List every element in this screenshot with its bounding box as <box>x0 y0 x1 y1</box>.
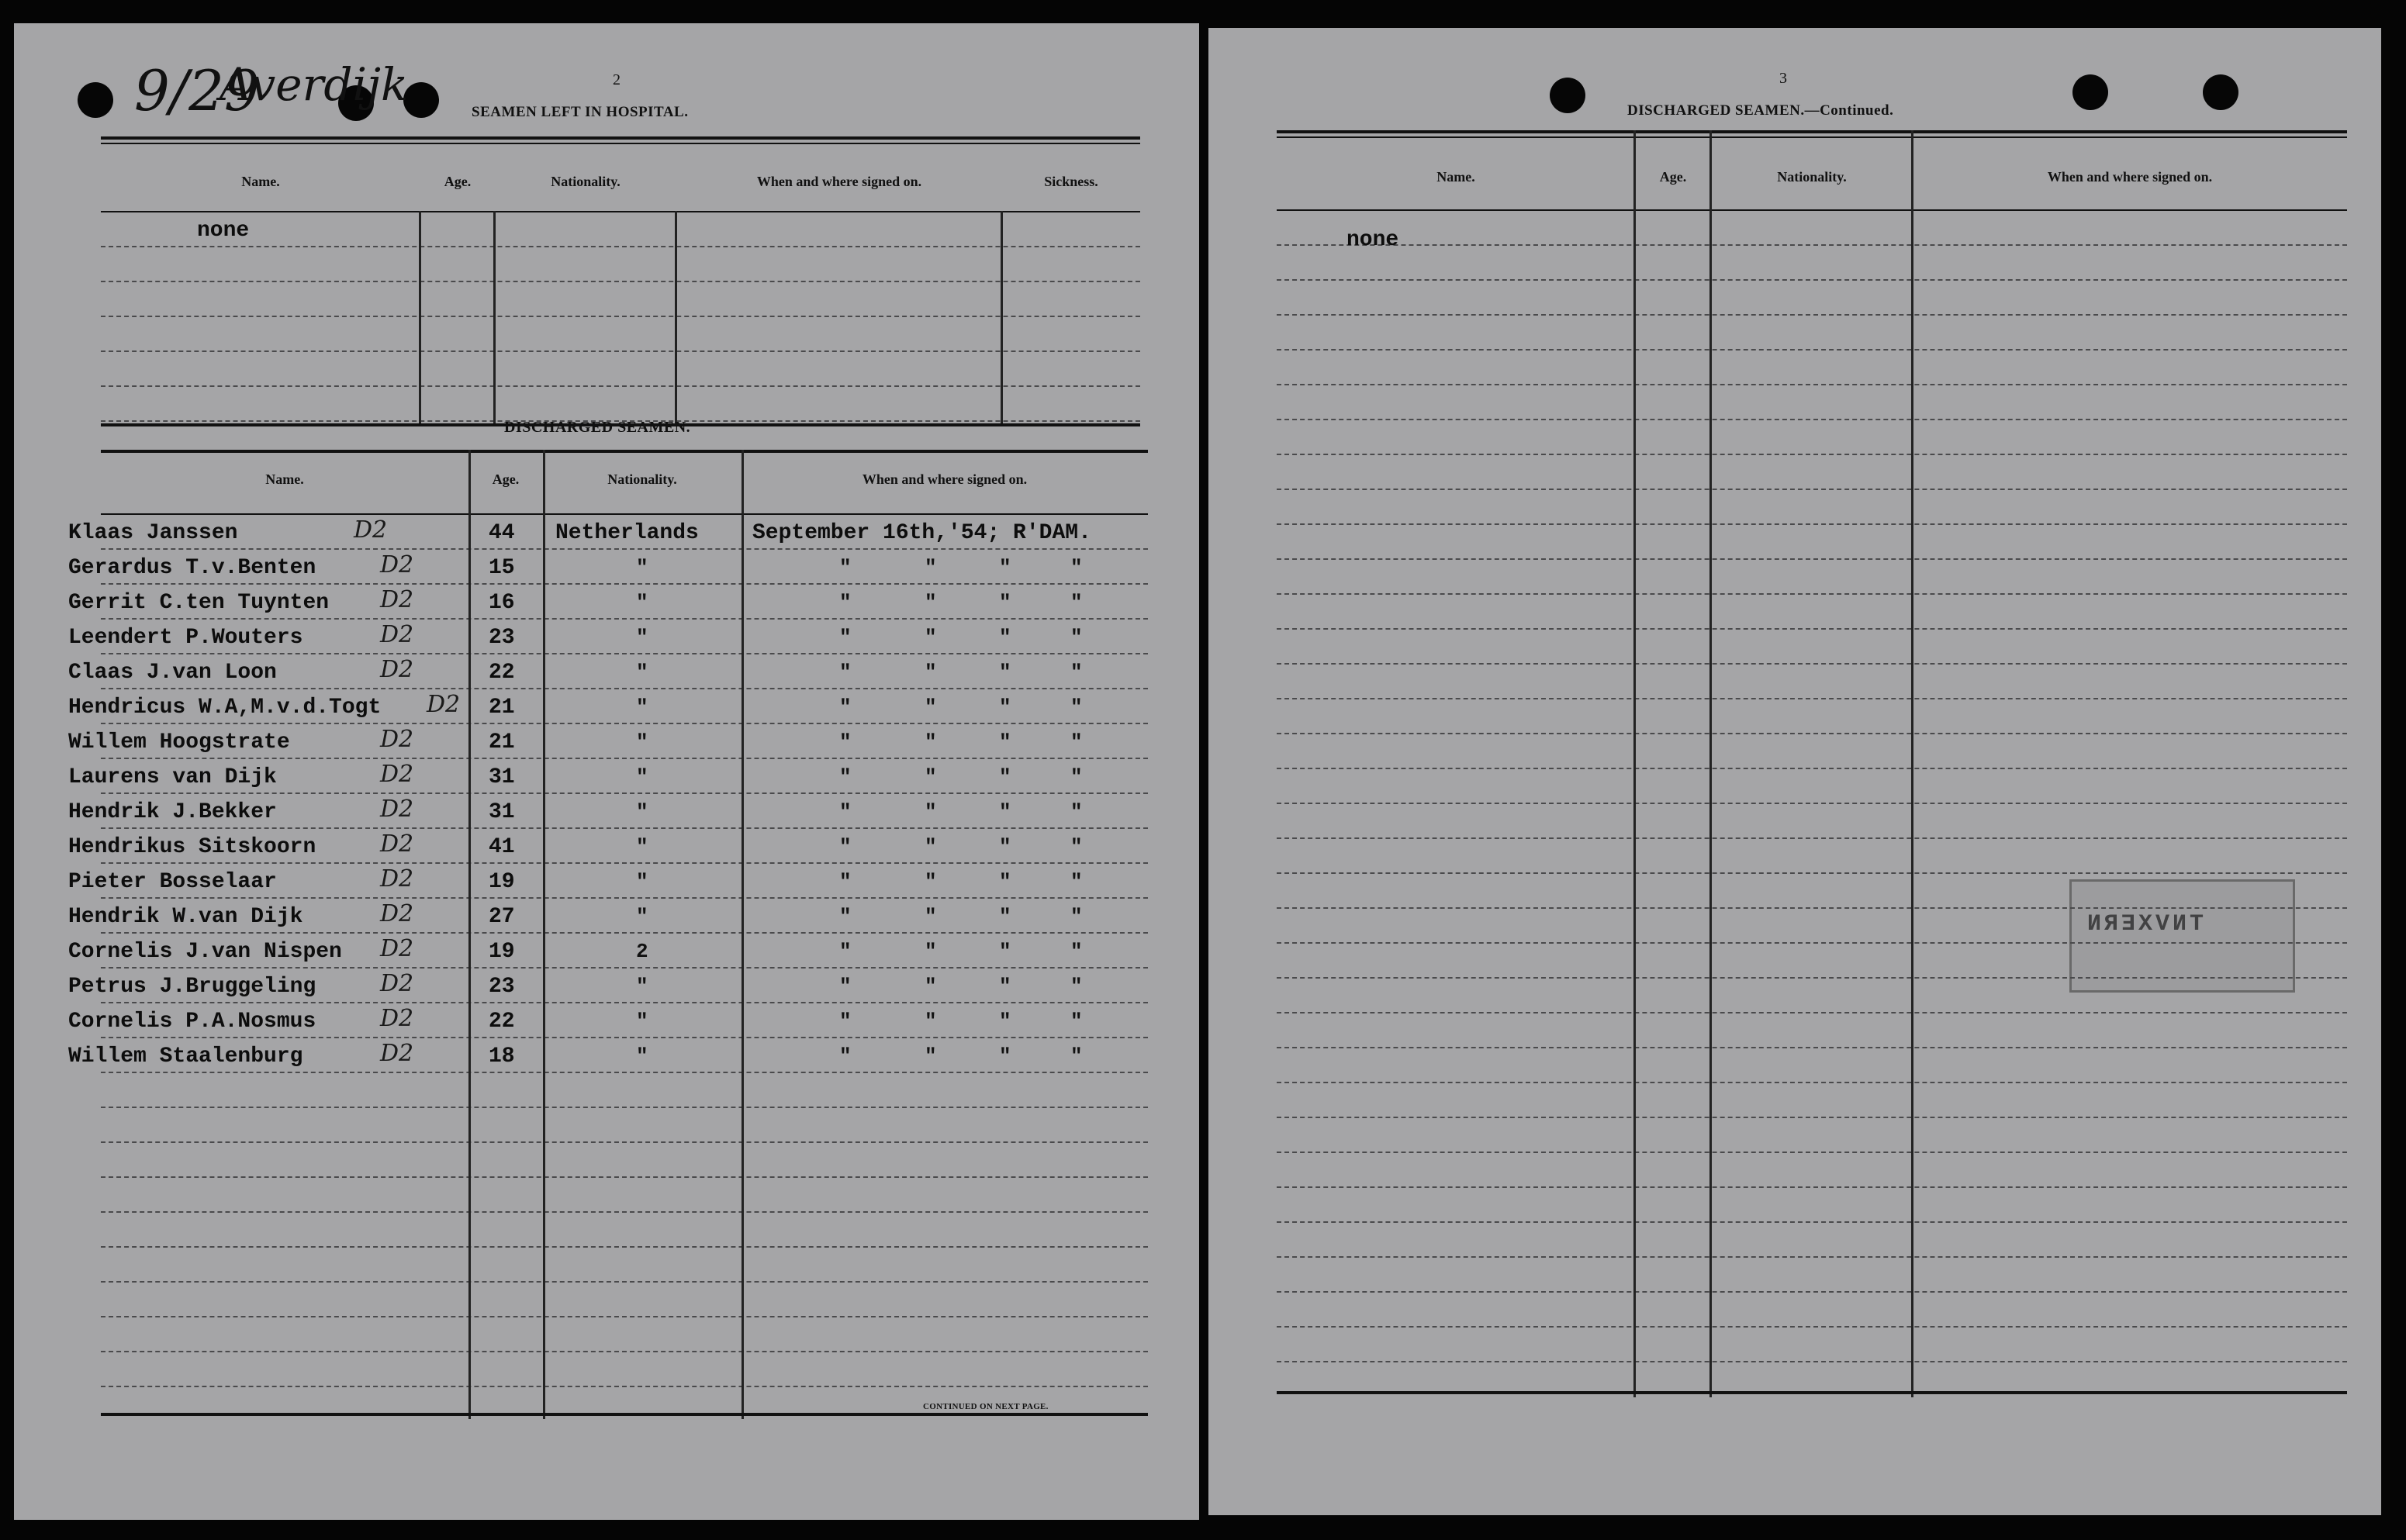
table-row <box>68 585 1148 620</box>
seaman-nationality: Netherlands <box>555 521 699 545</box>
empty-row <box>1277 839 2347 874</box>
seaman-nationality: " <box>636 835 648 858</box>
empty-row <box>1277 1083 2347 1118</box>
seaman-signed-on: " <box>999 975 1011 998</box>
seaman-nationality: " <box>636 1010 648 1033</box>
table-row <box>68 689 1148 724</box>
continued-entry: none <box>1346 228 1399 252</box>
seaman-age: 31 <box>489 800 515 824</box>
empty-row <box>1277 1328 2347 1362</box>
seaman-signed-on: " <box>1070 591 1083 614</box>
seaman-signed-on: " <box>839 905 852 928</box>
seaman-signed-on: " <box>925 1010 937 1033</box>
col-header-age: Age. <box>444 174 472 189</box>
seaman-name: Cornelis J.van Nispen <box>68 940 342 964</box>
seaman-signed-on: " <box>839 1045 852 1068</box>
seaman-signed-on: " <box>839 870 852 893</box>
punch-hole <box>1550 78 1585 113</box>
empty-row <box>1277 1188 2347 1223</box>
empty-row <box>1277 734 2347 769</box>
seaman-signed-on: " <box>839 696 852 719</box>
seaman-signed-on: " <box>1070 905 1083 928</box>
col-header-name: Name. <box>241 174 280 189</box>
seaman-age: 31 <box>489 765 515 789</box>
seaman-name: Leendert P.Wouters <box>68 626 303 650</box>
punch-hole <box>78 82 113 118</box>
discharge-mark: D2 <box>380 1005 414 1032</box>
discharge-mark: D2 <box>380 761 414 788</box>
discharge-mark: D2 <box>380 621 414 648</box>
empty-row <box>1277 211 2347 246</box>
empty-row <box>1277 455 2347 490</box>
seaman-name: Hendrik W.van Dijk <box>68 905 303 929</box>
seaman-signed-on: " <box>1070 940 1083 963</box>
seaman-signed-on: " <box>1070 1010 1083 1033</box>
seaman-signed-on: " <box>999 591 1011 614</box>
seaman-name: Cornelis P.A.Nosmus <box>68 1010 316 1034</box>
seaman-signed-on: " <box>925 591 937 614</box>
seaman-age: 18 <box>489 1045 515 1069</box>
empty-row <box>1277 1153 2347 1188</box>
seaman-age: 44 <box>489 521 515 545</box>
empty-row <box>1277 1013 2347 1048</box>
seaman-signed-on: " <box>839 661 852 684</box>
seaman-age: 41 <box>489 835 515 859</box>
seaman-age: 22 <box>489 661 515 685</box>
seaman-signed-on: " <box>839 591 852 614</box>
empty-row <box>1277 420 2347 455</box>
seaman-signed-on: " <box>1070 626 1083 649</box>
table-row <box>68 724 1148 759</box>
empty-row <box>1277 281 2347 316</box>
seaman-signed-on: " <box>925 975 937 998</box>
seaman-signed-on: " <box>999 870 1011 893</box>
seaman-age: 16 <box>489 591 515 615</box>
seaman-signed-on: " <box>999 1045 1011 1068</box>
seaman-signed-on: " <box>999 696 1011 719</box>
seaman-signed-on: " <box>999 905 1011 928</box>
seaman-signed-on: " <box>925 870 937 893</box>
seaman-signed-on: " <box>839 626 852 649</box>
table-row <box>68 1038 1148 1073</box>
seaman-name: Laurens van Dijk <box>68 765 277 789</box>
col-header-nationality: Nationality. <box>607 471 677 487</box>
seaman-signed-on: " <box>839 730 852 754</box>
empty-row <box>1277 1048 2347 1083</box>
seaman-name: Willem Staalenburg <box>68 1045 303 1069</box>
seaman-signed-on: " <box>999 765 1011 789</box>
table-row <box>68 654 1148 689</box>
col-header-signed-on: When and where signed on. <box>2047 169 2213 185</box>
table-row <box>68 829 1148 864</box>
col-header-age: Age. <box>1659 169 1687 185</box>
seaman-nationality: " <box>636 870 648 893</box>
seaman-nationality: " <box>636 661 648 684</box>
table-row <box>68 864 1148 899</box>
seaman-signed-on: " <box>1070 835 1083 858</box>
empty-row <box>1277 979 2347 1013</box>
empty-row <box>1277 560 2347 595</box>
empty-row <box>1277 1118 2347 1153</box>
discharge-mark: D2 <box>380 900 414 927</box>
seaman-signed-on: " <box>1070 556 1083 579</box>
seaman-nationality: " <box>636 905 648 928</box>
empty-row <box>1277 246 2347 281</box>
continued-note: CONTINUED ON NEXT PAGE. <box>923 1402 1049 1411</box>
table-row <box>68 759 1148 794</box>
empty-row <box>101 1317 1148 1352</box>
seaman-nationality: " <box>636 556 648 579</box>
seaman-age: 27 <box>489 905 515 929</box>
seaman-signed-on: " <box>925 661 937 684</box>
seaman-name: Hendrik J.Bekker <box>68 800 277 824</box>
seaman-name: Claas J.van Loon <box>68 661 277 685</box>
empty-row <box>1277 1223 2347 1258</box>
seaman-signed-on: " <box>925 940 937 963</box>
col-header-name: Name. <box>265 471 304 487</box>
col-header-signed-on: When and where signed on. <box>756 174 922 189</box>
empty-row <box>101 1073 1148 1108</box>
seaman-signed-on: " <box>999 626 1011 649</box>
discharge-mark: D2 <box>380 1040 414 1067</box>
col-header-sickness: Sickness. <box>1044 174 1098 189</box>
seaman-signed-on: " <box>1070 661 1083 684</box>
discharge-mark: D2 <box>380 935 414 962</box>
seaman-signed-on: " <box>999 661 1011 684</box>
seaman-signed-on: " <box>839 940 852 963</box>
seaman-nationality: " <box>636 730 648 754</box>
seaman-nationality: 2 <box>636 940 648 963</box>
seaman-signed-on: " <box>1070 696 1083 719</box>
seaman-signed-on: " <box>999 556 1011 579</box>
seaman-signed-on: " <box>839 835 852 858</box>
empty-row <box>101 1143 1148 1178</box>
seaman-name: Gerardus T.v.Benten <box>68 556 316 580</box>
seaman-signed-on: " <box>999 730 1011 754</box>
table-row <box>68 550 1148 585</box>
empty-row <box>1277 699 2347 734</box>
seaman-name: Gerrit C.ten Tuynten <box>68 591 330 615</box>
right-page <box>1208 28 2381 1515</box>
empty-row <box>101 1108 1148 1143</box>
table-row <box>68 934 1148 969</box>
seaman-signed-on: " <box>925 765 937 789</box>
seaman-signed-on: " <box>925 556 937 579</box>
empty-row <box>101 1213 1148 1248</box>
discharge-mark: D2 <box>380 656 414 683</box>
seaman-signed-on: " <box>925 835 937 858</box>
discharged-section-title: DISCHARGED SEAMEN. <box>504 419 691 436</box>
seaman-name: Hendricus W.A,M.v.d.Togt <box>68 696 382 720</box>
handwritten-number: 9/29 <box>134 58 260 123</box>
empty-row <box>1277 490 2347 525</box>
discharge-mark: D2 <box>380 586 414 613</box>
seaman-name: Klaas Janssen <box>68 521 238 545</box>
seaman-signed-on: " <box>839 556 852 579</box>
seaman-signed-on: " <box>1070 870 1083 893</box>
seaman-age: 22 <box>489 1010 515 1034</box>
seaman-name: Petrus J.Bruggeling <box>68 975 316 999</box>
col-header-signed-on: When and where signed on. <box>862 471 1028 487</box>
seaman-age: 19 <box>489 870 515 894</box>
seaman-age: 19 <box>489 940 515 964</box>
seaman-signed-on: " <box>999 800 1011 824</box>
seaman-nationality: " <box>636 696 648 719</box>
left-page <box>14 23 1199 1520</box>
punch-hole <box>2203 74 2238 110</box>
seaman-signed-on: " <box>839 800 852 824</box>
empty-row <box>1277 385 2347 420</box>
empty-row <box>1277 874 2347 909</box>
hospital-table <box>101 136 1140 423</box>
empty-row <box>101 1283 1148 1317</box>
seaman-signed-on: " <box>839 765 852 789</box>
seaman-age: 15 <box>489 556 515 580</box>
seaman-age: 23 <box>489 975 515 999</box>
discharge-mark: D2 <box>380 551 414 578</box>
empty-row <box>1277 944 2347 979</box>
page-number: 2 <box>613 71 621 88</box>
discharged-table <box>68 450 1148 1419</box>
table-row <box>68 620 1148 654</box>
seaman-nationality: " <box>636 800 648 824</box>
seaman-signed-on: " <box>925 800 937 824</box>
seaman-name: Willem Hoogstrate <box>68 730 290 754</box>
empty-row <box>1277 909 2347 944</box>
seaman-signed-on: " <box>925 1045 937 1068</box>
empty-row <box>1277 804 2347 839</box>
seaman-name: Hendrikus Sitskoorn <box>68 835 316 859</box>
seaman-nationality: " <box>636 591 648 614</box>
continued-table <box>1277 130 2347 1397</box>
seaman-signed-on: September 16th,'54; R'DAM. <box>752 521 1091 545</box>
empty-row <box>1277 665 2347 699</box>
seaman-signed-on: " <box>999 1010 1011 1033</box>
punch-hole <box>2072 74 2108 110</box>
empty-row <box>1277 525 2347 560</box>
col-header-nationality: Nationality. <box>1777 169 1847 185</box>
seaman-signed-on: " <box>1070 975 1083 998</box>
continued-section-title: DISCHARGED SEAMEN.—Continued. <box>1627 102 1894 119</box>
seaman-name: Pieter Bosselaar <box>68 870 277 894</box>
empty-row <box>1277 350 2347 385</box>
discharge-mark: D2 <box>380 726 414 753</box>
table-row <box>68 969 1148 1003</box>
seaman-nationality: " <box>636 765 648 789</box>
empty-row <box>1277 630 2347 665</box>
table-row <box>68 794 1148 829</box>
seaman-signed-on: " <box>839 1010 852 1033</box>
col-header-nationality: Nationality. <box>551 174 621 189</box>
seaman-nationality: " <box>636 626 648 649</box>
seaman-signed-on: " <box>925 730 937 754</box>
seaman-signed-on: " <box>925 696 937 719</box>
seaman-signed-on: " <box>999 835 1011 858</box>
hospital-entry: none <box>197 219 250 243</box>
discharge-mark: D2 <box>380 796 414 823</box>
empty-row <box>1277 1258 2347 1293</box>
col-header-name: Name. <box>1436 169 1475 185</box>
punch-hole <box>403 82 439 118</box>
seaman-nationality: " <box>636 1045 648 1068</box>
seaman-nationality: " <box>636 975 648 998</box>
discharge-mark: D2 <box>427 691 461 718</box>
seaman-signed-on: " <box>1070 765 1083 789</box>
handwritten-ship-name: Averdijk <box>220 58 409 111</box>
seaman-age: 21 <box>489 696 515 720</box>
seaman-signed-on: " <box>1070 730 1083 754</box>
col-header-age: Age. <box>492 471 520 487</box>
discharge-mark: D2 <box>380 970 414 997</box>
empty-row <box>101 1178 1148 1213</box>
seaman-signed-on: " <box>839 975 852 998</box>
seaman-age: 21 <box>489 730 515 754</box>
empty-row <box>101 1352 1148 1387</box>
discharge-mark: D2 <box>380 830 414 858</box>
seaman-signed-on: " <box>925 626 937 649</box>
empty-row <box>1277 316 2347 350</box>
discharge-mark: D2 <box>354 516 388 544</box>
table-row <box>68 515 1148 550</box>
faded-stamp: ИЯƎXVИT <box>2069 879 2295 993</box>
empty-row <box>1277 769 2347 804</box>
table-row <box>68 1003 1148 1038</box>
seaman-signed-on: " <box>999 940 1011 963</box>
seaman-signed-on: " <box>1070 1045 1083 1068</box>
hospital-section-title: SEAMEN LEFT IN HOSPITAL. <box>472 104 689 120</box>
seaman-age: 23 <box>489 626 515 650</box>
empty-row <box>1277 1293 2347 1328</box>
discharge-mark: D2 <box>380 865 414 893</box>
table-row <box>68 899 1148 934</box>
empty-row <box>101 1248 1148 1283</box>
seaman-signed-on: " <box>925 905 937 928</box>
empty-row <box>1277 595 2347 630</box>
page-number: 3 <box>1779 70 1787 87</box>
seaman-signed-on: " <box>1070 800 1083 824</box>
